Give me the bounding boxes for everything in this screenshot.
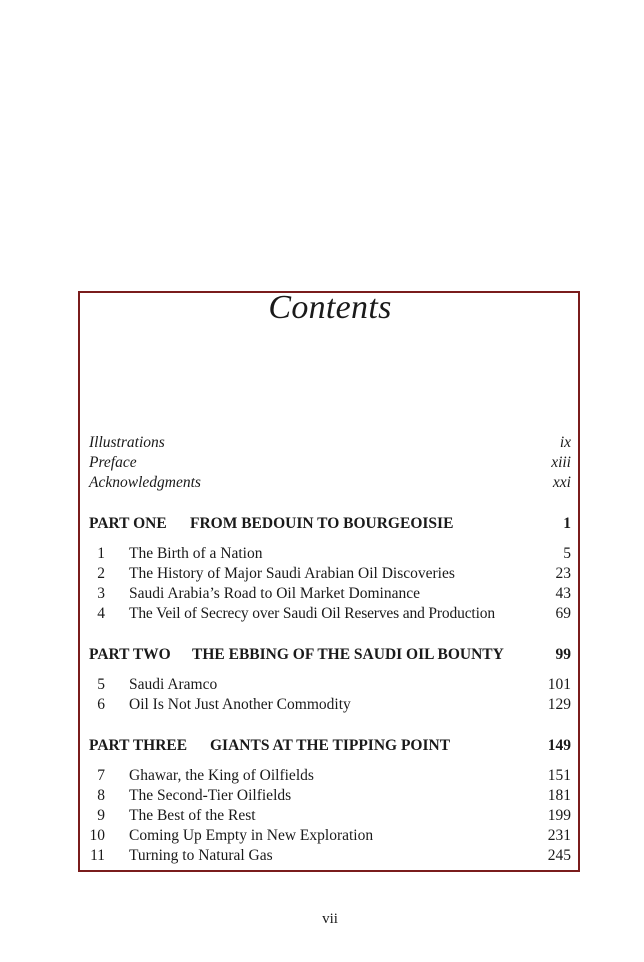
entry-page: xiii	[551, 454, 571, 471]
chapter-title: Oil Is Not Just Another Commodity	[129, 696, 351, 713]
chapter-page: 181	[547, 787, 571, 804]
chapter-number: 10	[89, 827, 105, 844]
part-page: 149	[547, 737, 571, 754]
chapter-number: 2	[97, 565, 105, 582]
chapter-title: The Veil of Secrecy over Saudi Oil Reserves and Production	[129, 605, 495, 622]
chapter-page: 129	[547, 696, 571, 713]
chapter-page: 23	[555, 565, 571, 582]
toc-part-heading[interactable]	[89, 736, 571, 756]
chapter-title: Coming Up Empty in New Exploration	[129, 827, 374, 844]
part-label: PART ONE	[89, 515, 167, 532]
chapter-number: 4	[97, 605, 105, 622]
entry-page: ix	[559, 434, 571, 451]
toc-chapter[interactable]	[89, 544, 571, 564]
chapter-title: The Second-Tier Oilfields	[129, 787, 292, 804]
chapter-title: The Best of the Rest	[129, 807, 256, 824]
toc-chapter[interactable]	[89, 584, 571, 604]
chapter-title: Turning to Natural Gas	[129, 847, 273, 864]
chapter-page: 69	[555, 605, 571, 622]
chapter-number: 8	[97, 787, 105, 804]
toc-chapter[interactable]	[89, 786, 571, 806]
part-title: GIANTS AT THE TIPPING POINT	[210, 737, 451, 754]
toc-entry-front-matter[interactable]	[89, 433, 571, 453]
part-page: 1	[563, 515, 571, 532]
part-label: PART TWO	[89, 646, 171, 663]
chapter-number: 7	[97, 767, 105, 784]
chapter-page: 151	[547, 767, 571, 784]
chapter-page: 43	[555, 585, 571, 602]
entry-label: Preface	[89, 454, 137, 471]
chapter-number: 11	[90, 847, 105, 864]
chapter-page: 5	[563, 545, 571, 562]
entry-label: Illustrations	[89, 434, 165, 451]
chapter-number: 3	[97, 585, 105, 602]
toc-chapter[interactable]	[89, 604, 571, 624]
entry-page: xxi	[552, 474, 571, 491]
chapter-page: 245	[547, 847, 571, 864]
chapter-title: Saudi Arabia’s Road to Oil Market Dominance	[129, 585, 420, 602]
chapter-page: 101	[547, 676, 571, 693]
chapter-number: 1	[97, 545, 105, 562]
chapter-title: The Birth of a Nation	[129, 545, 263, 562]
chapter-page: 231	[547, 827, 571, 844]
toc-chapter[interactable]	[89, 564, 571, 584]
page-number: vii	[322, 911, 338, 927]
toc-entry-front-matter[interactable]	[89, 453, 571, 473]
toc-chapter[interactable]	[89, 806, 571, 826]
page-title: Contents	[268, 289, 392, 326]
part-title: FROM BEDOUIN TO BOURGEOISIE	[190, 515, 454, 532]
part-page: 99	[555, 646, 571, 663]
toc-part-heading[interactable]	[89, 645, 571, 665]
chapter-title: Ghawar, the King of Oilfields	[129, 767, 314, 784]
toc-chapter[interactable]	[89, 766, 571, 786]
chapter-title: The History of Major Saudi Arabian Oil Discoveries	[129, 565, 455, 582]
toc-part-heading[interactable]	[89, 514, 571, 534]
toc-chapter[interactable]	[89, 695, 571, 715]
chapter-page: 199	[547, 807, 571, 824]
chapter-number: 6	[97, 696, 105, 713]
part-label: PART THREE	[89, 737, 188, 754]
chapter-number: 5	[97, 676, 105, 693]
chapter-number: 9	[97, 807, 105, 824]
toc-chapter[interactable]	[89, 675, 571, 695]
chapter-title: Saudi Aramco	[129, 676, 218, 693]
toc-chapter[interactable]	[89, 846, 571, 866]
toc-chapter[interactable]	[89, 826, 571, 846]
part-title: THE EBBING OF THE SAUDI OIL BOUNTY	[192, 646, 504, 663]
toc-entry-front-matter[interactable]	[89, 473, 571, 493]
entry-label: Acknowledgments	[89, 474, 201, 491]
